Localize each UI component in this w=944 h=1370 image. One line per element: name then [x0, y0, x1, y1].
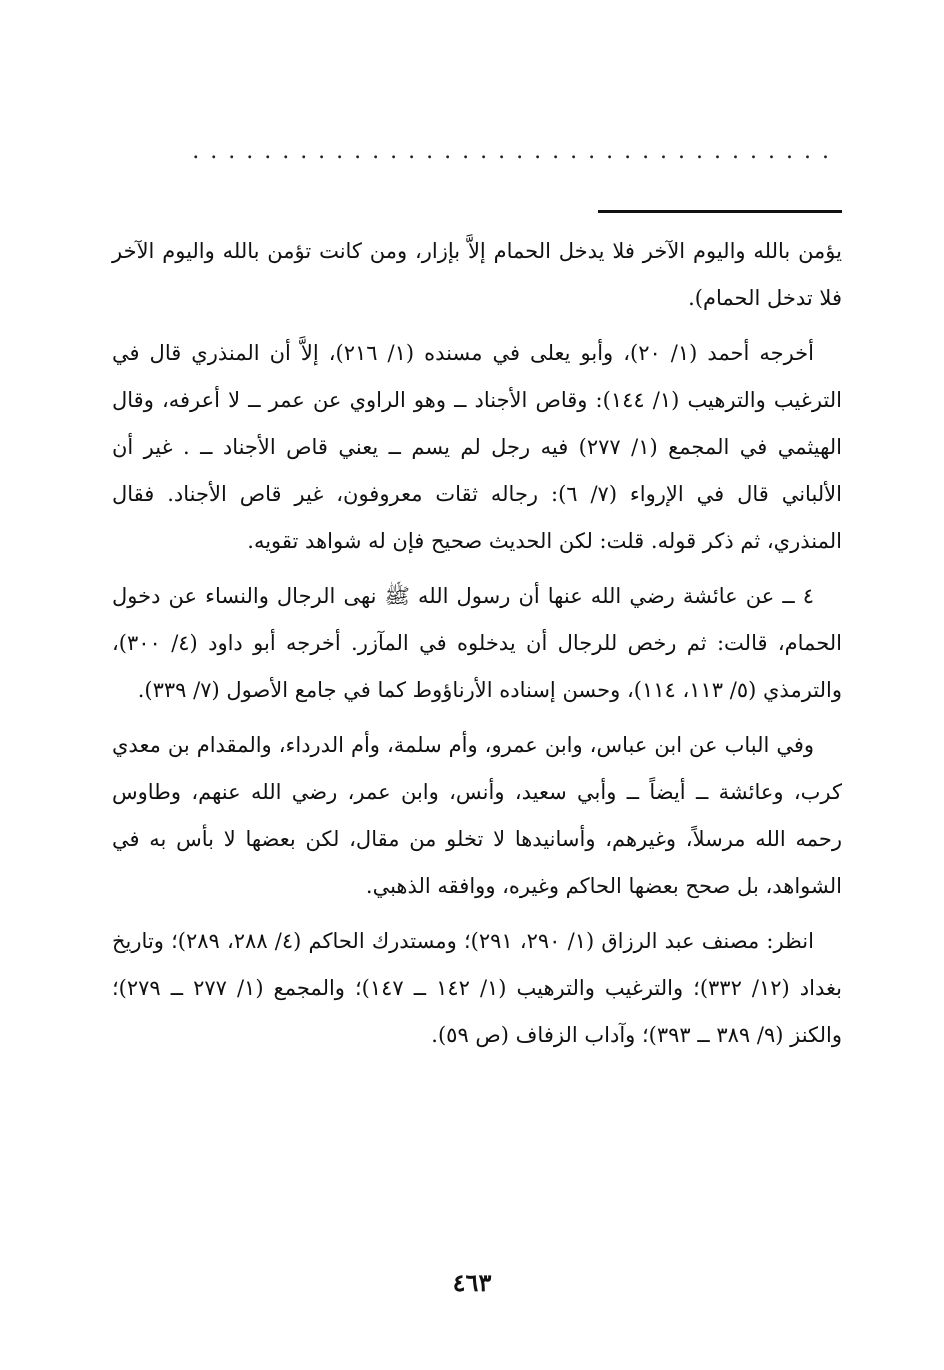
paragraph-hadith-4: ٤ ــ عن عائشة رضي الله عنها أن رسول الله ﷺ نهى الرجال والنساء عن دخول الحمام، قالت: ثم رخص للرجال أن يدخلوه في المآزر. أخرجه أبو داود (٤/ ٣٠٠)، والترمذي (٥/ ١١٣، ١١٤)، وحسن إسناده الأرناؤوط كما في جامع الأصول (٧/ ٣٣٩). — [112, 584, 842, 702]
footnote-rule — [598, 210, 842, 213]
footnote-body — [112, 228, 842, 1065]
header-dotted-separator: .................................... — [192, 139, 840, 164]
paragraph-continuation: يؤمن بالله واليوم الآخر فلا يدخل الحمام إلاَّ بإزار، ومن كانت تؤمن بالله واليوم الآخر فلا تدخل الحمام). — [112, 239, 842, 310]
paragraph-bab: وفي الباب عن ابن عباس، وابن عمرو، وأم سلمة، وأم الدرداء، والمقدام بن معدي كرب، وعائشة ــ أيضاً ــ وأبي سعيد، وأنس، وابن عمر، رضي الله عنهم، وطاوس رحمه الله مرسلاً، وغيرهم، وأسانيدها لا تخلو من مقال، لكن بعضها لا بأس به في الشواهد، بل صحح بعضها الحاكم وغيره، ووافقه الذهبي. — [112, 733, 842, 898]
paragraph-references: انظر: مصنف عبد الرزاق (١/ ٢٩٠، ٢٩١)؛ ومستدرك الحاكم (٤/ ٢٨٨، ٢٨٩)؛ وتاريخ بغداد (١٢/ ٣٣٢)؛ والترغيب والترهيب (١/ ١٤٢ ــ ١٤٧)؛ والمجمع (١/ ٢٧٧ ــ ٢٧٩)؛ والكنز (٩/ ٣٨٩ ــ ٣٩٣)؛ وآداب الزفاف (ص ٥٩). — [112, 929, 842, 1047]
paragraph-takhrij: أخرجه أحمد (١/ ٢٠)، وأبو يعلى في مسنده (١/ ٢١٦)، إلاَّ أن المنذري قال في الترغيب والترهيب (١/ ١٤٤): وقاص الأجناد ــ وهو الراوي عن عمر ــ لا أعرفه، وقال الهيثمي في المجمع (١/ ٢٧٧) فيه رجل لم يسم ــ يعني قاص الأجناد ــ . غير أن الألباني قال في الإرواء (٧/ ٦): رجاله ثقات معروفون، غير قاص الأجناد. فقال المنذري، ثم ذكر قوله. قلت: لكن الحديث صحيح فإن له شواهد تقويه. — [112, 341, 842, 553]
page-number: ٤٦٣ — [452, 1268, 492, 1297]
